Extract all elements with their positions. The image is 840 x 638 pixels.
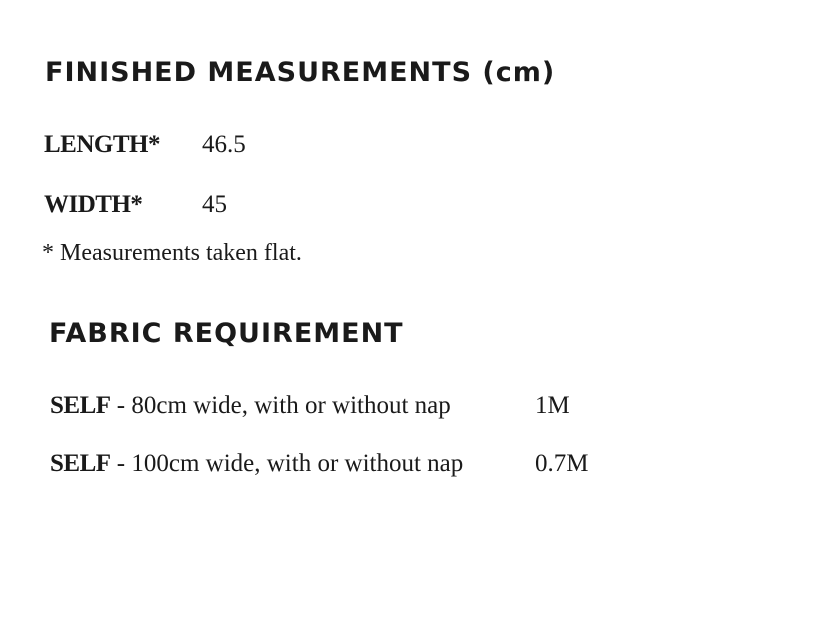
- fabric-requirement-heading: FABRIC REQUIREMENT: [49, 318, 404, 349]
- fabric-row: [50, 392, 570, 420]
- fabric-amount: 0.7M: [535, 450, 589, 477]
- measurement-row-length: [44, 131, 246, 159]
- measurement-value: 46.5: [202, 131, 246, 158]
- finished-measurements-heading: FINISHED MEASUREMENTS (cm): [45, 57, 556, 88]
- fabric-row: [50, 450, 589, 478]
- fabric-amount: 1M: [535, 392, 570, 419]
- measurement-value: 45: [202, 191, 227, 218]
- fabric-description: - 100cm wide, with or without nap: [110, 450, 464, 477]
- fabric-label: SELF: [50, 450, 111, 477]
- measurement-label: WIDTH*: [44, 191, 143, 218]
- measurement-note: * Measurements taken flat.: [42, 240, 302, 266]
- measurement-row-width: [44, 191, 227, 219]
- measurement-label: LENGTH*: [44, 131, 160, 158]
- fabric-description: - 80cm wide, with or without nap: [110, 392, 451, 419]
- fabric-label: SELF: [50, 392, 111, 419]
